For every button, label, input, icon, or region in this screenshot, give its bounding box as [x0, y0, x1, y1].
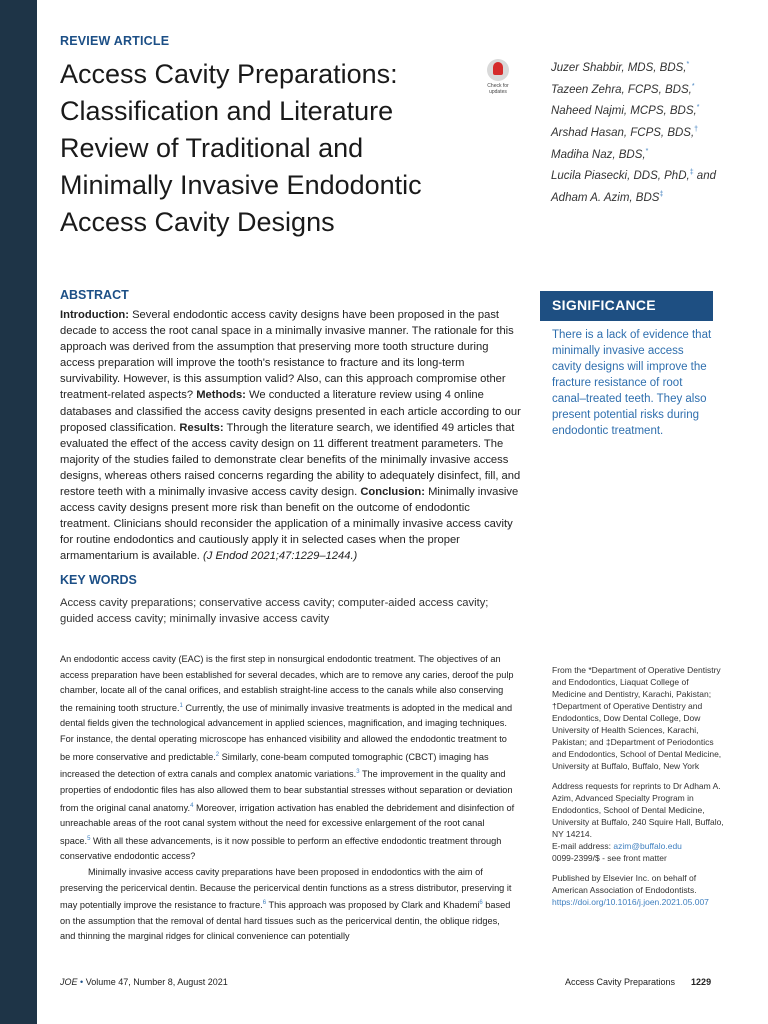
side-notes: [552, 664, 724, 916]
keywords-text: Access cavity preparations; conservative access cavity; computer-aided access cavity; guided access cavity; minimally invasive access cavity: [60, 597, 489, 625]
abstract-text: Introduction: Several endodontic access cavity designs have been proposed in the past decade to access the root canal space in a minimally invasive manner. The rationale for this approach was derived from the assumption that preserving more tooth structure during access preparation will improve the tooth's resistance to fracture and its long-term survivability. However, is this assumption valid? Also, can this approach compromise other treatment-related aspects? Methods: We conducted a literature review using 4 online databases and classified the access cavity designs presented in each article according to our proposed classification. Results: Through the literature search, we identified 49 articles that evaluated the effect of the access cavity design on 11 different treatment parameters. The majority of the studies failed to demonstrate clear benefits of the minimally invasive access designs, whereas others raised concerns regarding the ability to adequately disinfect, fill, and restore teeth with a minimally invasive access cavity design. Conclusion: Minimally invasive access cavity designs present more risk than benefit on the outcome of endodontic treatment. Clinicians should reconsider the application of a minimally invasive access cavity for routine endodontics and cautiously apply it in selected cases when the proper armamentarium is available. (J Endod 2021;47:1229–1244.): [60, 309, 521, 563]
left-color-bar: [0, 0, 37, 1024]
reference-link[interactable]: 3: [356, 769, 360, 776]
reference-link[interactable]: 2: [215, 751, 220, 758]
significance-header-box: [540, 291, 713, 321]
article-title: Access Cavity Preparations: Classification and Literature Review of Traditional and Minimally Invasive Endodontic Access Cavity Designs: [60, 59, 422, 237]
significance-heading: SIGNIFICANCE: [552, 297, 656, 313]
bookmark-icon: [487, 59, 509, 81]
body-text: [60, 652, 516, 945]
reference-link[interactable]: 6: [479, 900, 483, 907]
author: Adham A. Azim, BDS‡: [551, 190, 664, 204]
badge-text-line1: Check for: [487, 83, 509, 89]
doi-link[interactable]: https://doi.org/10.1016/j.joen.2021.05.007: [552, 897, 709, 907]
affiliations: From the *Department of Operative Dentistry and Endodontics, Liaquat College of Medicine and Dentistry, Karachi, Pakistan; †Department of Operative Dentistry and Endodontics, Dow Dental College, Dow University of Health Sciences, Karachi, Pakistan; and ‡Department of Periodontics and Endodontics, School of Dental Medicine, University at Buffalo, Buffalo, New York: [552, 665, 722, 771]
footer-running-title: Access Cavity Preparations 1229: [565, 977, 712, 987]
publisher-note: Published by Elsevier Inc. on behalf of American Association of Endodontists. https://doi.org/10.1016/j.joen.2021.05.007: [552, 873, 709, 907]
author: Lucila Piasecki, DDS, PhD,‡ and: [551, 169, 716, 182]
paragraph: An endodontic access cavity (EAC) is the first step in nonsurgical endodontic treatment. The objectives of an access preparation have been established for several decades, which are to remove any caries, deroof the pulp chamber, locate all of the canal orifices, and establish straight-line access to the canals while also conserving the remaining tooth structure.$^1$ Currently, the use of minimally invasive treatments is adopted in the medical and dental fields given the technological advancement in applied sciences, magnification, and imaging techniques. For instance, the dental operating microscope has enhanced visibility and allowed the endodontic treatment to be more conservative and predictable.$^2$ Similarly, cone-beam computed tomographic (CBCT) imaging has increased the detection of extra canals and complex anatomic variations.$^3$ The improvement in the quality and properties of endodontic files has also allowed them to bear substantial stresses without separation or deviation from the original canal anatomy.$^4$ Moreover, irrigation activation has enabled the debridement and disinfection of unreachable areas of the root canal system without the need for excessive enlargement of the root canal space.$^5$ With all these advancements, is it now possible to perform an effective endodontic treatment through conservative endodontic access?: [60, 654, 515, 862]
keywords-heading: KEY WORDS: [60, 573, 137, 587]
author: Tazeen Zehra, FCPS, BDS,*: [551, 82, 695, 96]
author-list: [551, 56, 751, 207]
author: Arshad Hasan, FCPS, BDS,†: [551, 125, 699, 139]
article-type-label: REVIEW ARTICLE: [60, 34, 170, 48]
author: Madiha Naz, BDS,*: [551, 147, 649, 161]
reference-link[interactable]: 4: [190, 802, 194, 809]
correspondence: Address requests for reprints to Dr Adham A. Azim, Advanced Specialty Program in Endodontics, School of Dental Medicine, University at Buffalo, 240 Squire Hall, Buffalo, NY 14214. E-mail address: azim@buffalo.edu 0099-2399/$ - see front matter: [552, 781, 724, 863]
reference-link[interactable]: 6: [262, 900, 267, 907]
paragraph: Minimally invasive access cavity preparations have been proposed in endodontics with the aim of preserving the pericervical dentin. Because the pericervical dentin functions as a stress distributor, preserving it may potentially improve the resistance to fracture.$^6$ This approach was proposed by Clark and Khademi$^6$ based on the assumption that the removal of dental hard tissues such as the pericervical dentin, the oblique ridges, and thinning the marginal ridges for clinical convenience can potentially: [60, 867, 512, 942]
author: Juzer Shabbir, MDS, BDS,*: [551, 61, 690, 74]
email-link[interactable]: azim@buffalo.edu: [613, 841, 682, 851]
abstract-heading: ABSTRACT: [60, 288, 129, 302]
reference-link[interactable]: 1: [179, 702, 183, 709]
reference-link[interactable]: 5: [87, 835, 91, 842]
check-for-updates-badge[interactable]: [481, 59, 515, 99]
page-number: 1229: [691, 977, 712, 987]
author: Naheed Najmi, MCPS, BDS,*: [551, 104, 700, 118]
badge-text-line2: updates: [489, 89, 507, 95]
issn: 0099-2399/$ - see front matter: [552, 853, 667, 863]
footer-journal-info: JOE • Volume 47, Number 8, August 2021: [60, 977, 228, 987]
significance-text: There is a lack of evidence that minimally invasive access cavity designs will improve the fracture resistance of root canal–treated teeth. They also present potential risks during endodontic treatment.: [552, 329, 712, 437]
